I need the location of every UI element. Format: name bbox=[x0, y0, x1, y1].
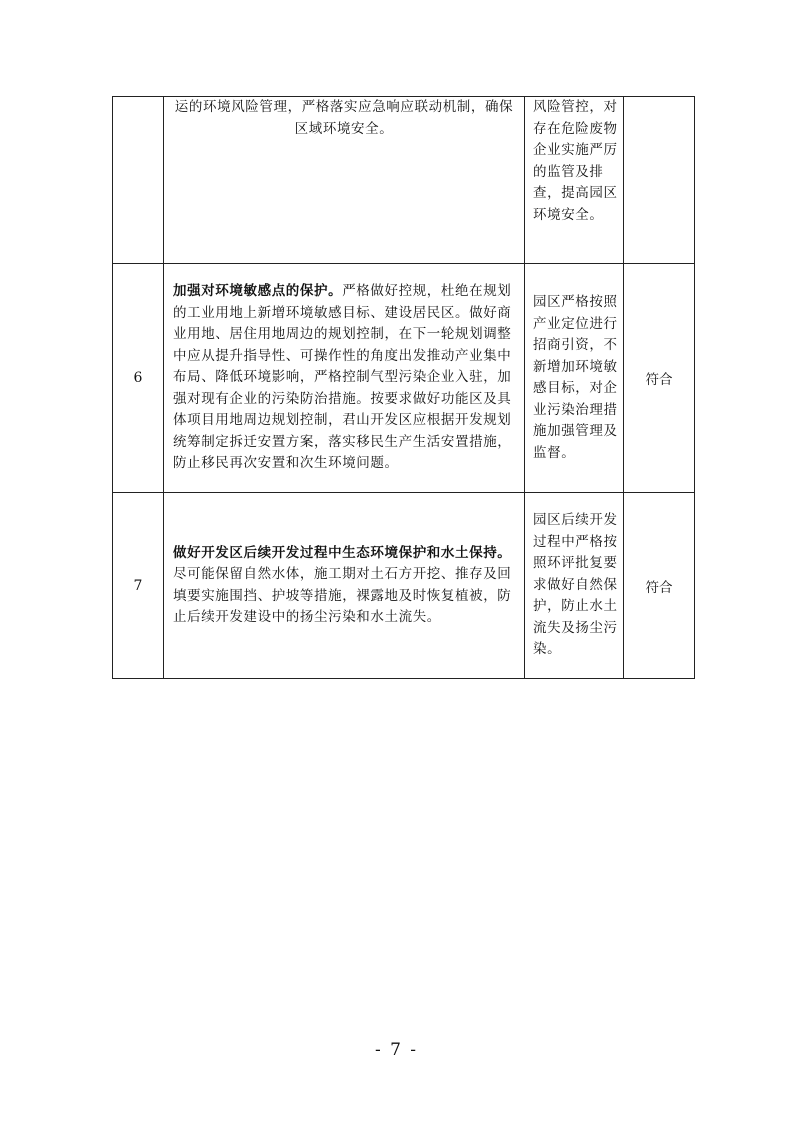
table-row bbox=[113, 264, 695, 493]
row-number: 7 bbox=[113, 493, 164, 679]
table-row bbox=[113, 97, 695, 264]
table-row bbox=[113, 493, 695, 679]
requirement-cell bbox=[164, 493, 525, 679]
row-number bbox=[113, 97, 164, 264]
requirement-cell bbox=[164, 97, 525, 264]
requirement-cell bbox=[164, 264, 525, 493]
page-number: - 7 - bbox=[374, 1040, 419, 1060]
result-cell: 符合 bbox=[624, 264, 695, 493]
measures-cell: 园区严格按照产业定位进行招商引资，不新增加环境敏感目标，对企业污染治理措施加强管理及监督。 bbox=[525, 264, 624, 493]
result-cell bbox=[624, 97, 695, 264]
requirement-body: 尽可能保留自然水体，施工期对土石方开挖、推存及回填要实施围挡、护坡等措施，裸露地及时恢复植被，防止后续开发建设中的扬尘污染和水土流失。 bbox=[173, 566, 512, 625]
measures-cell: 园区后续开发过程中严格按照环评批复要求做好自然保护，防止水土流失及扬尘污染。 bbox=[525, 493, 624, 679]
requirement-lead: 加强对环境敏感点的保护。 bbox=[173, 283, 343, 300]
requirement-body: 严格做好控规，杜绝在规划的工业用地上新增环境敏感目标、建设居民区。做好商业用地、居住用地周边的规划控制，在下一轮规划调整中应从提升指导性、可操作性的角度出发推动产业集中布局、降低环境影响，严格控制气型污染企业入驻，加强对现有企业的污染防治措施。按要求做好功能区及具体项目用地周边规划控制，君山开发区应根据开发规划统筹制定拆迁安置方案，落实移民生产生活安置措施，防止移民再次安置和次生环境问题。 bbox=[173, 283, 512, 472]
requirement-body: 运的环境风险管理，严格落实应急响应联动机制，确保区域环境安全。 bbox=[174, 99, 514, 137]
measures-cell: 风险管控，对存在危险废物企业实施严厉的监管及排查，提高园区环境安全。 bbox=[525, 97, 624, 264]
compliance-table bbox=[112, 96, 695, 679]
requirement-lead: 做好开发区后续开发过程中生态环境保护和水土保持。 bbox=[173, 544, 512, 561]
result-cell: 符合 bbox=[624, 493, 695, 679]
row-number: 6 bbox=[113, 264, 164, 493]
